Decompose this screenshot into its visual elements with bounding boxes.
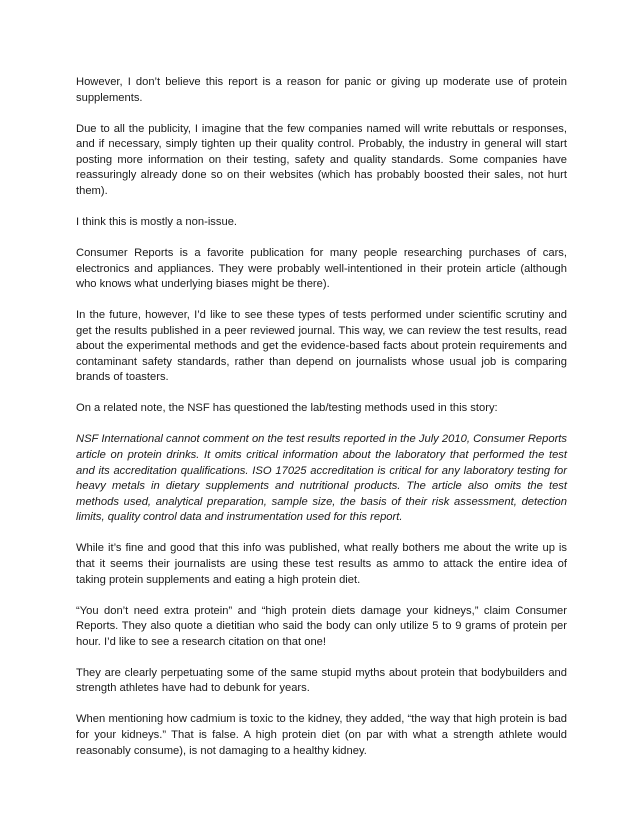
paragraph-4: Consumer Reports is a favorite publication for many people researching purchases of cars, electronics and appliances. They were probably well-intentioned in their protein article (although who knows what underlying biases might be there). xyxy=(76,246,567,291)
paragraph-1: However, I don’t believe this report is a reason for panic or giving up moderate use of protein supplements. xyxy=(76,76,567,104)
document-body xyxy=(76,75,567,774)
paragraph-8: While it’s fine and good that this info was published, what really bothers me about the write up is that it seems their journalists are using these test results as ammo to attack the entire idea of taking protein supplements and eating a high protein diet. xyxy=(76,542,567,586)
paragraph-5: In the future, however, I’d like to see these types of tests performed under scientific scrutiny and get the results published in a peer reviewed journal. This way, we can review the test results, read about the experimental methods and get the evidence-based facts about protein requirements and contaminant safety standards, rather than depend on journalists whose usual job is comparing brands of toasters. xyxy=(76,309,567,384)
paragraph-9: “You don’t need extra protein” and “high protein diets damage your kidneys,” claim Consumer Reports. They also quote a dietitian who said the body can only utilize 5 to 9 grams of protein per hour. I’d like to see a research citation on that one! xyxy=(76,604,567,648)
nsf-quote-paragraph: NSF International cannot comment on the test results reported in the July 2010, Consumer Reports article on protein drinks. It omits critical information about the laboratory that performed the test and its accreditation qualifications. ISO 17025 accreditation is critical for any laboratory testing for heavy metals in dietary supplements and nutritional products. The article also omits the test methods used, analytical preparation, sample size, the basis of their risk assessment, detection limits, quality control data and instrumentation used for this report. xyxy=(76,433,567,524)
paragraph-11: When mentioning how cadmium is toxic to the kidney, they added, “the way that high protein is bad for your kidneys.” That is false. A high protein diet (on par with what a strength athlete would reasonably consume), is not damaging to a healthy kidney. xyxy=(76,713,567,757)
paragraph-3: I think this is mostly a non-issue. xyxy=(76,215,238,228)
paragraph-6: On a related note, the NSF has questioned the lab/testing methods used in this story: xyxy=(76,402,498,415)
paragraph-2: Due to all the publicity, I imagine that the few companies named will write rebuttals or responses, and if necessary, simply tighten up their quality control. Probably, the industry in general will start posting more information on their testing, safety and quality standards. Some companies have reassuringly already done so on their websites (which has probably boosted their sales, not hurt them). xyxy=(76,122,567,197)
paragraph-10: They are clearly perpetuating some of the same stupid myths about protein that bodybuilders and strength athletes have had to debunk for years. xyxy=(76,666,567,695)
